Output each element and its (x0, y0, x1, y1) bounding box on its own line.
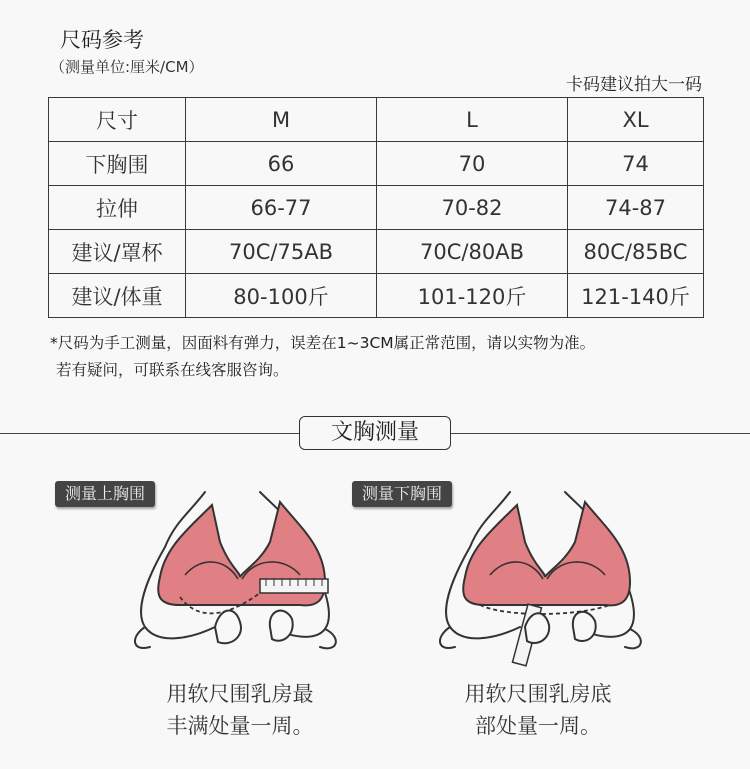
caption-under-bust (438, 678, 638, 742)
table-header-cell: XL (568, 98, 704, 142)
table-row (49, 186, 704, 230)
table-cell: 121-140斤 (568, 274, 704, 318)
under-bust-illustration (425, 487, 655, 672)
unit-note: （测量单位:厘米/CM） (50, 58, 204, 76)
table-header-row (49, 98, 704, 142)
table-header-cell: L (377, 98, 568, 142)
divider-left (0, 433, 299, 434)
hand-shape (215, 611, 241, 644)
caption-line: 用软尺围乳房底 (464, 682, 612, 706)
hand-shape (525, 613, 549, 643)
caption-line: 用软尺围乳房最 (166, 682, 314, 706)
table-cell: 拉伸 (49, 186, 186, 230)
table-header-cell: 尺寸 (49, 98, 186, 142)
table-cell: 80C/85BC (568, 230, 704, 274)
size-tip: 卡码建议拍大一码 (566, 75, 702, 95)
size-table (48, 97, 704, 318)
tape-measure (260, 579, 328, 593)
table-cell: 70 (377, 142, 568, 186)
table-cell: 下胸围 (49, 142, 186, 186)
caption-line: 丰满处量一周。 (166, 714, 314, 738)
table-row (49, 274, 704, 318)
caption-line: 部处量一周。 (475, 714, 601, 738)
table-cell: 建议/体重 (49, 274, 186, 318)
badge-under-bust: 测量下胸围 (352, 481, 452, 507)
table-cell: 66 (186, 142, 377, 186)
table-cell: 80-100斤 (186, 274, 377, 318)
caption-upper-bust (140, 678, 340, 742)
badge-upper-bust: 测量上胸围 (55, 481, 155, 507)
upper-bust-illustration (120, 487, 350, 672)
table-cell: 74 (568, 142, 704, 186)
size-notes (50, 330, 595, 384)
table-cell: 66-77 (186, 186, 377, 230)
table-cell: 建议/罩杯 (49, 230, 186, 274)
table-cell: 70C/80AB (377, 230, 568, 274)
divider-right (451, 433, 750, 434)
table-cell: 70C/75AB (186, 230, 377, 274)
table-cell: 70-82 (377, 186, 568, 230)
table-cell: 101-120斤 (377, 274, 568, 318)
table-header-cell: M (186, 98, 377, 142)
section-title: 文胸测量 (299, 416, 451, 450)
table-row (49, 142, 704, 186)
note-line: 若有疑问，可联系在线客服咨询。 (56, 361, 289, 379)
table-row (49, 230, 704, 274)
size-title: 尺码参考 (60, 28, 144, 52)
note-line: *尺码为手工测量，因面料有弹力，误差在1~3CM属正常范围，请以实物为准。 (50, 334, 596, 352)
table-cell: 74-87 (568, 186, 704, 230)
